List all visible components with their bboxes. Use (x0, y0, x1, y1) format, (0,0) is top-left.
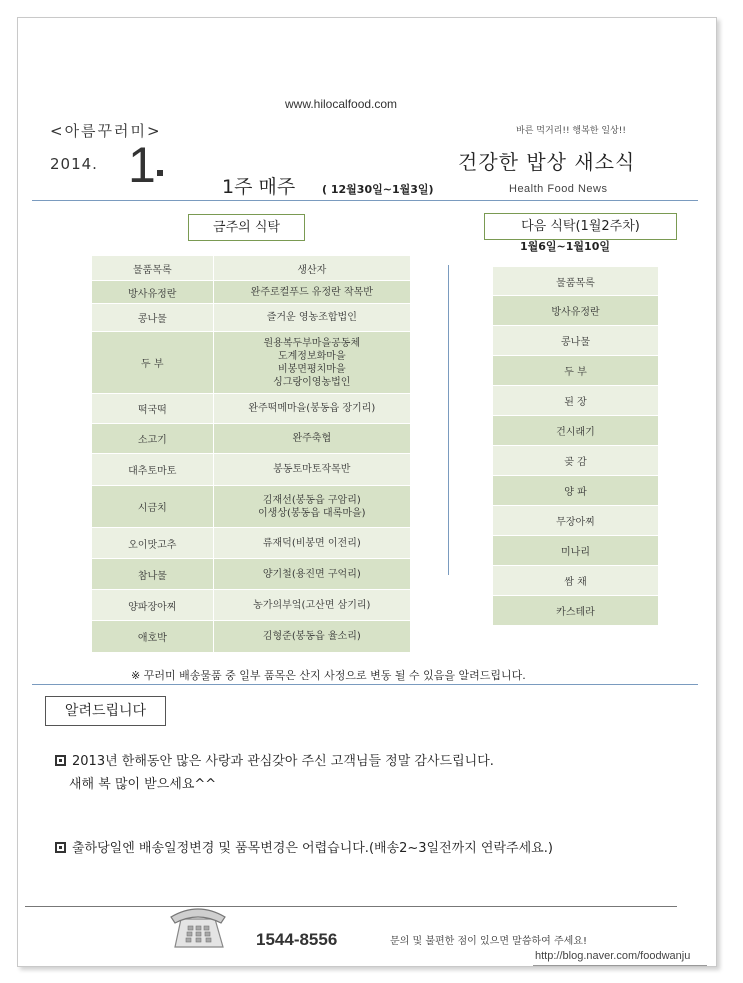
week-range: ( 12월30일~1월3일) (322, 183, 434, 196)
producer-cell: 양기철(용진면 구억리) (213, 559, 410, 590)
header-divider (32, 200, 698, 201)
next-item-cell: 양 파 (493, 476, 659, 506)
next-week-dates: 1월6일~1월10일 (520, 240, 610, 253)
news-title: 건강한 밥상 새소식 (458, 150, 636, 174)
table-row (92, 528, 411, 559)
table-row (92, 454, 411, 486)
table-row (92, 590, 411, 621)
column-divider (448, 265, 449, 575)
week-title: 1주 매주 (222, 176, 296, 198)
list-item (493, 356, 659, 386)
next-item-cell: 두 부 (493, 356, 659, 386)
table-row (92, 394, 411, 424)
table-row (92, 486, 411, 528)
table-row (92, 559, 411, 590)
announcement-2-text: 출하당일엔 배송일정변경 및 품목변경은 어렵습니다.(배송2~3일전까지 연락주세요.) (72, 841, 553, 856)
footer-divider (25, 906, 677, 907)
telephone-icon (167, 901, 229, 953)
next-item-cell: 미나리 (493, 536, 659, 566)
issue-year: 2014. (50, 155, 98, 173)
next-item-cell: 방사유정란 (493, 296, 659, 326)
item-cell: 오이맛고추 (92, 528, 214, 559)
next-item-cell: 콩나물 (493, 326, 659, 356)
producer-cell: 김재선(봉동읍 구암리) 이생상(봉동읍 대록마을) (213, 486, 410, 528)
news-subtitle: Health Food News (509, 183, 608, 195)
bullet-square-icon (55, 755, 66, 766)
item-cell: 두 부 (92, 332, 214, 394)
blog-url[interactable]: http://blog.naver.com/foodwanju (535, 950, 691, 962)
next-item-cell: 쌈 채 (493, 566, 659, 596)
bullet-square-icon (55, 842, 66, 853)
producer-cell: 완주로컬푸드 유정란 작목반 (213, 281, 410, 304)
month-dot (157, 170, 163, 176)
item-cell: 대추토마토 (92, 454, 214, 486)
next-item-cell: 곶 감 (493, 446, 659, 476)
phone-number: 1544-8556 (256, 930, 338, 949)
list-item (493, 506, 659, 536)
table-row (92, 424, 411, 454)
announcement-2 (55, 837, 553, 860)
issue-month: 1 (128, 137, 156, 193)
next-item-cell: 무장아찌 (493, 506, 659, 536)
producer-cell: 봉동토마토작목반 (213, 454, 410, 486)
item-cell: 애호박 (92, 621, 214, 653)
table-row (92, 332, 411, 394)
blog-url-underline (533, 965, 707, 966)
item-cell: 떡국떡 (92, 394, 214, 424)
announcement-label: 알려드립니다 (45, 696, 166, 726)
next-week-label: 다음 식탁(1월2주차) (484, 213, 677, 240)
next-item-cell: 된 장 (493, 386, 659, 416)
item-cell: 참나물 (92, 559, 214, 590)
column-header-producer: 생산자 (213, 256, 410, 281)
item-cell: 소고기 (92, 424, 214, 454)
list-item (493, 296, 659, 326)
column-header-item: 물품목록 (92, 256, 214, 281)
next-item-cell: 건시래기 (493, 416, 659, 446)
next-item-cell: 카스테라 (493, 596, 659, 626)
producer-cell: 완주떡메마을(봉동읍 장기리) (213, 394, 410, 424)
section-divider (32, 684, 698, 685)
site-url: www.hilocalfood.com (285, 97, 398, 111)
producer-cell: 김형준(봉동읍 율소리) (213, 621, 410, 653)
list-item (493, 416, 659, 446)
brand-name: <아름꾸러미> (50, 122, 162, 140)
this-week-label: 금주의 식탁 (188, 214, 305, 241)
producer-cell: 완주축협 (213, 424, 410, 454)
list-item (493, 596, 659, 626)
column-header-next-item: 물품목록 (493, 267, 659, 296)
list-item (493, 566, 659, 596)
this-week-table (91, 255, 411, 653)
table-row (92, 281, 411, 304)
producer-cell: 류재덕(비봉면 이전리) (213, 528, 410, 559)
supply-notice: ※ 꾸러미 배송물품 중 일부 품목은 산지 사정으로 변동 될 수 있음을 알려드립니다. (131, 669, 526, 682)
item-cell: 방사유정란 (92, 281, 214, 304)
announcement-1-line-2: 새해 복 많이 받으세요^^ (69, 777, 217, 792)
table-row (92, 304, 411, 332)
item-cell: 시금치 (92, 486, 214, 528)
announcement-1 (55, 750, 494, 796)
tagline: 바른 먹거리!! 행복한 일상!! (516, 126, 626, 136)
producer-cell: 즐거운 영농조합법인 (213, 304, 410, 332)
announcement-1-line-1: 2013년 한해동안 많은 사랑과 관심갖아 주신 고객님들 정말 감사드립니다. (72, 754, 494, 769)
list-item (493, 536, 659, 566)
list-item (493, 446, 659, 476)
list-item (493, 326, 659, 356)
producer-cell: 원용복두부마을공동체 도계정보화마을 비봉면평치마을 싱그랑이영농법인 (213, 332, 410, 394)
item-cell: 콩나물 (92, 304, 214, 332)
contact-message: 문의 및 불편한 점이 있으면 말씀하여 주세요! (390, 936, 587, 947)
next-week-table (492, 266, 659, 626)
list-item (493, 386, 659, 416)
producer-cell: 농가의부엌(고산면 삼기리) (213, 590, 410, 621)
list-item (493, 476, 659, 506)
item-cell: 양파장아찌 (92, 590, 214, 621)
table-row (92, 621, 411, 653)
